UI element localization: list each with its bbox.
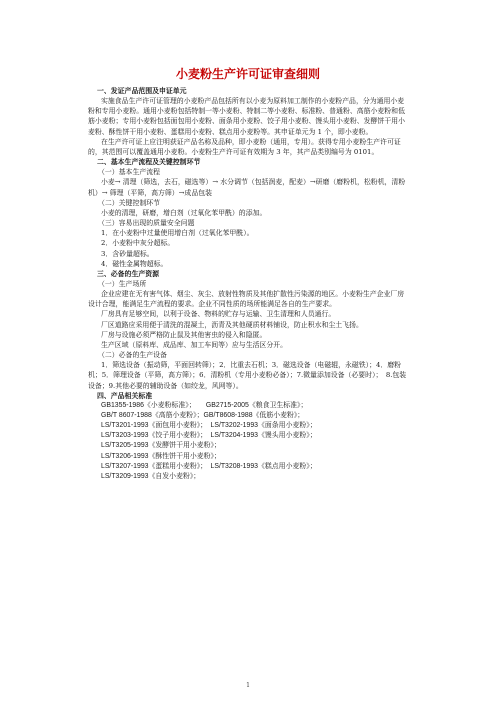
section-3-paragraph: 企业应建在无有害气体、烟尘、灰尘、放射性物质及其他扩散性污染源的地区。小麦粉生产企业厂房设计合理，能满足生产流程的要求。企业不同性质的场所能满足各自的生产要求。 [88, 290, 405, 309]
issue-item: 1．在小麦粉中过量使用增白剂（过氧化苯甲酰）。 [101, 229, 254, 238]
section-3-paragraph: 厂区道路应采用便于清洗的混凝土，沥青及其他硬质材料铺设，防止积水和尘土飞扬。 [101, 320, 363, 329]
section-1-heading: 一、发证产品范围及申证单元 [97, 87, 187, 95]
equipment-list: 1．筛选设备（振动筛，平面回转筛）；2．比重去石机；3．磁选设备（电磁辊，永磁铁）；4．磨粉机；5．筛理设备（平筛，高方筛）；6．清粉机（专用小麦粉必备）；7.微量添加设备（必要时）； 8.包装设备；9.其他必要的辅助设备（如绞龙，风网等）。 [88, 361, 407, 390]
standard-item: LS/T3207-1993《蛋糕用小麦粉》； LS/T3208-1993《糕点用小麦粉》； [101, 462, 317, 470]
issue-item: 2．小麦粉中灰分超标。 [101, 239, 175, 248]
standard-item: LS/T3205-1993《发酵饼干用小麦粉》； [101, 442, 221, 450]
standard-item: GB1355-1986《小麦粉标准》； GB2715-2005《粮食卫生标准》； [101, 401, 308, 409]
issue-item: 3．含砂量超标。 [101, 249, 154, 258]
section-3-paragraph: 生产区域（原料库、成品库、加工车间等）应与生活区分开。 [101, 340, 288, 349]
subsection-heading: （二）必备的生产设备 [98, 351, 167, 360]
standard-item: LS/T3209-1993《自发小麦粉》； [101, 472, 201, 480]
document-body [88, 86, 410, 482]
subsection-heading: （二）关键控制环节 [98, 198, 161, 207]
subsection-heading: （一）基本生产流程 [98, 168, 161, 177]
section-3-paragraph: 厂房具有足够空间，以利于设备、物料的贮存与运输、卫生清理和人员通行。 [101, 310, 336, 319]
document-title: 小麦粉生产许可证审查细则 [175, 67, 320, 81]
process-flow: 小麦→ 清理（筛选，去石，磁选等）→ 水分调节（包括润麦，配麦）→研磨（磨粉机，松粉机，清粉机）→ 筛理（平筛，高方筛）→成品包装 [88, 178, 406, 197]
standard-item: LS/T3203-1993《饺子用小麦粉》； LS/T3204-1993《馒头用小麦粉》； [101, 432, 317, 440]
section-1-paragraph: 实施食品生产许可证管理的小麦粉产品包括所有以小麦为原料加工制作的小麦粉产品，分为通用小麦粉和专用小麦粉。通用小麦粉包括特制一等小麦粉、特制二等小麦粉、标准粉、普通粉、高筋小麦粉和低筋小麦粉；专用小麦粉包括面包用小麦粉、面条用小麦粉、饺子用小麦粉、馒头用小麦粉、发酵饼干用小麦粉、酥性饼干用小麦粉、蛋糕用小麦粉、糕点用小麦粉等。其申证单元为 1 个，即小麦粉。 [88, 97, 405, 136]
standard-item: LS/T3206-1993《酥性饼干用小麦粉》； [101, 452, 221, 460]
subsection-heading: （一）生产场所 [98, 279, 147, 288]
section-2-heading: 二、基本生产流程及关键控制环节 [97, 158, 201, 167]
section-3-paragraph: 厂房与设施必须严格防止鼠及其他害虫的侵入和隐匿。 [101, 330, 267, 339]
section-3-heading: 三、必备的生产资源 [97, 269, 160, 278]
subsection-heading: （三）容易出现的质量安全问题 [98, 219, 195, 228]
standard-item: GB/T 8607-1988《高筋小麦粉》；GB/T8608-1988《低筋小麦粉》； [101, 412, 305, 419]
section-1-paragraph: 在生产许可证上应注明获证产品名称及品种，即小麦粉（通用，专用）。获得专用小麦粉生产许可证的，其范围可以覆盖通用小麦粉。小麦粉生产许可证有效期为 3 年，其产品类别编号为 0101。 [88, 137, 401, 156]
issue-item: 4．磁性金属物超标。 [101, 259, 168, 268]
standard-item: LS/T3201-1993《面包用小麦粉》； LS/T3202-1993《面条用小麦粉》； [101, 422, 317, 430]
key-control-text: 小麦的清理，研磨，增白剂（过氧化苯甲酰）的添加。 [101, 208, 267, 217]
section-4-heading: 四、产品相关标准 [97, 391, 153, 400]
page-number: 1 [246, 682, 250, 689]
